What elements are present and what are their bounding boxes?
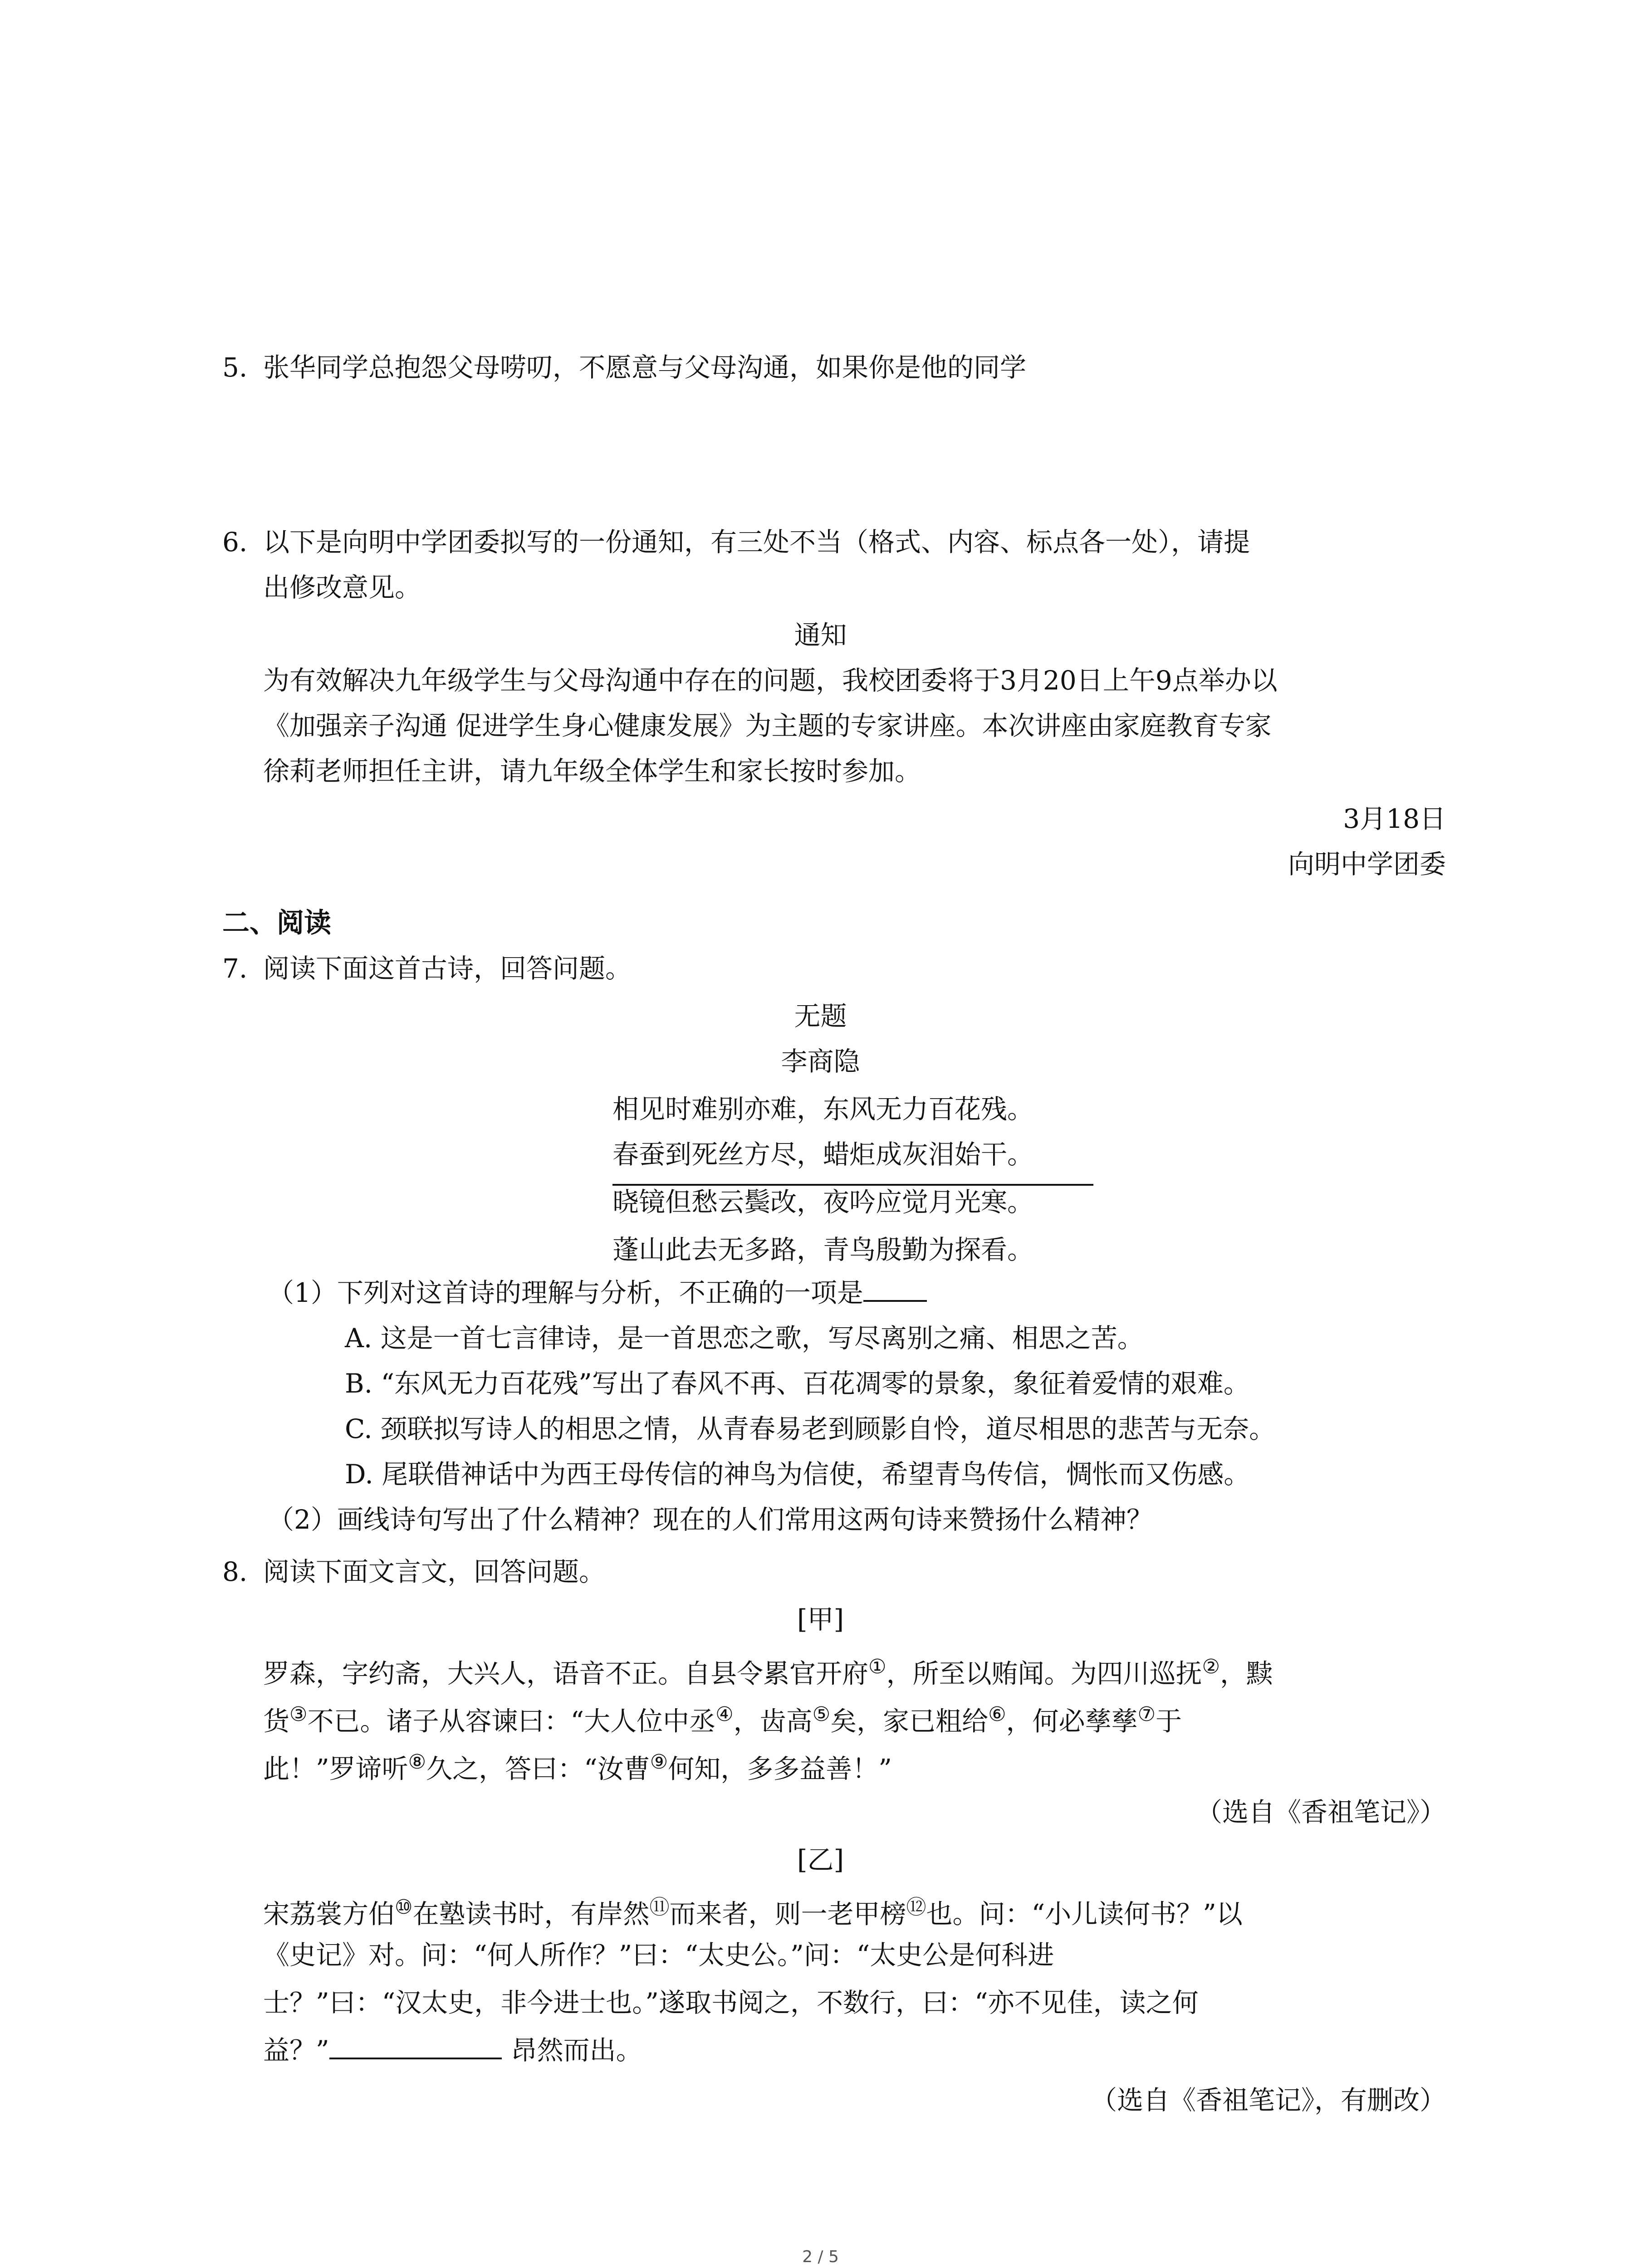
- question-6-text-line2: 出修改意见。: [263, 572, 421, 603]
- poem-line-1: 相见时难别亦难，东风无力百花残。: [612, 1094, 1034, 1124]
- footnote-marker: ⑤: [812, 1703, 831, 1726]
- passage-yi-line4: [263, 2032, 642, 2068]
- passage-yi-line3: 士？”曰：“汉太史，非今进士也。”遂取书阅之，不数行，曰：“亦不见佳，读之何: [263, 1987, 1199, 2018]
- passage-jia-line2: [263, 1696, 1182, 1739]
- poem-line-2-underlined: 春蚕到死丝方尽，蜡炬成灰泪始干。: [612, 1139, 1034, 1170]
- passage-text: ，齿高: [733, 1706, 813, 1737]
- passage-text: 此！”罗谛听: [263, 1753, 408, 1784]
- passage-yi-line1: [263, 1889, 1243, 1932]
- passage-text: 益？”: [263, 2035, 329, 2066]
- passage-text: 昂然而出。: [510, 2035, 642, 2066]
- footnote-marker: ⑦: [1137, 1703, 1156, 1726]
- footnote-marker: ⑫: [906, 1896, 926, 1919]
- question-6-number: 6.: [222, 527, 248, 557]
- passage-text: 在塾读书时，有岸然: [412, 1898, 650, 1930]
- question-5-number: 5.: [222, 352, 248, 383]
- footnote-marker: ③: [289, 1703, 308, 1726]
- option-c: C. 颈联拟写诗人的相思之情，从青春易老到顾影自怜，道尽相思的悲苦与无奈。: [345, 1413, 1276, 1444]
- notice-signature: 向明中学团委: [1288, 849, 1446, 880]
- poem-title: 无题: [794, 1001, 847, 1031]
- passage-text: 也。问：“小儿读何书？”以: [926, 1898, 1243, 1930]
- passage-jia-line1: [263, 1649, 1273, 1691]
- passage-text: 而来者，则一老甲榜: [669, 1898, 906, 1930]
- footnote-marker: ⑨: [650, 1750, 668, 1774]
- passage-jia-line3: [263, 1744, 892, 1787]
- answer-blank[interactable]: [863, 1277, 927, 1302]
- question-8-number: 8.: [222, 1556, 248, 1587]
- passage-text: 久之，答曰：“汝曹: [426, 1753, 650, 1784]
- passage-text: 矣，家已粗给: [830, 1706, 989, 1737]
- passage-text: 货: [263, 1706, 290, 1737]
- option-b: B. “东风无力百花残”写出了春风不再、百花凋零的景象，象征着爱情的艰难。: [345, 1368, 1250, 1399]
- question-7-sub1-text: （1）下列对这首诗的理解与分析，不正确的一项是: [268, 1277, 863, 1308]
- passage-text: 何知，多多益善！”: [668, 1753, 892, 1784]
- question-7-intro: 阅读下面这首古诗，回答问题。: [263, 953, 632, 984]
- footnote-marker: ②: [1202, 1655, 1220, 1678]
- notice-title: 通知: [794, 620, 847, 650]
- passage-yi-source: （选自《香祖笔记》，有删改）: [1090, 2085, 1446, 2116]
- option-d: D. 尾联借神话中为西王母传信的神鸟为信使，希望青鸟传信，惆怅而又伤感。: [345, 1459, 1250, 1490]
- fill-in-blank[interactable]: [329, 2035, 502, 2059]
- poem-author: 李商隐: [781, 1046, 860, 1077]
- question-7-sub2: （2）画线诗句写出了什么精神？现在的人们常用这两句诗来赞扬什么精神？: [268, 1504, 1153, 1535]
- passage-text: 不已。诸子从容谏曰：“大人位中丞: [307, 1706, 716, 1737]
- passage-text: ，何必孳孳: [1006, 1706, 1138, 1737]
- page-number: 2 / 5: [802, 2248, 839, 2266]
- passage-jia-heading: [甲]: [797, 1604, 844, 1635]
- passage-jia-source: （选自《香祖笔记》）: [1195, 1797, 1446, 1828]
- notice-date: 3月18日: [1343, 803, 1446, 834]
- footnote-marker: ⑪: [649, 1896, 670, 1919]
- question-6-text-line1: 以下是向明中学团委拟写的一份通知，有三处不当（格式、内容、标点各一处），请提: [263, 527, 1250, 557]
- passage-text: 于: [1155, 1706, 1182, 1737]
- notice-body-line2: 《加强亲子沟通 促进学生身心健康发展》为主题的专家讲座。本次讲座由家庭教育专家: [263, 710, 1272, 741]
- passage-text: ，黩: [1220, 1658, 1273, 1689]
- poem-line-4: 蓬山此去无多路，青鸟殷勤为探看。: [612, 1234, 1034, 1265]
- passage-text: 罗森，字约斋，大兴人，语音不正。自县令累官开府: [263, 1658, 869, 1689]
- notice-body-line1: 为有效解决九年级学生与父母沟通中存在的问题，我校团委将于3月20日上午9点举办以: [263, 665, 1278, 696]
- question-5-text: 张华同学总抱怨父母唠叨，不愿意与父母沟通，如果你是他的同学: [263, 352, 1027, 383]
- question-8-intro: 阅读下面文言文，回答问题。: [263, 1556, 606, 1587]
- passage-text: 宋荔裳方伯: [263, 1898, 395, 1930]
- option-a: A. 这是一首七言律诗，是一首思恋之歌，写尽离别之痛、相思之苦。: [345, 1323, 1144, 1354]
- passage-yi-heading: [乙]: [797, 1844, 844, 1875]
- section-reading-heading: 二、阅读: [222, 907, 331, 939]
- footnote-marker: ⑧: [408, 1750, 426, 1774]
- passage-text: ，所至以贿闻。为四川巡抚: [886, 1658, 1202, 1689]
- question-7-number: 7.: [222, 953, 248, 984]
- notice-body-line3: 徐莉老师担任主讲，请九年级全体学生和家长按时参加。: [263, 756, 921, 787]
- question-7-sub1: [268, 1275, 927, 1311]
- passage-yi-line2: 《史记》对。问：“何人所作？”曰：“太史公。”问：“太史公是何科进: [263, 1940, 1054, 1970]
- footnote-marker: ④: [715, 1703, 734, 1726]
- poem-line-3: 晓镜但愁云鬓改，夜吟应觉月光寒。: [612, 1187, 1034, 1217]
- footnote-marker: ⑩: [395, 1896, 413, 1919]
- footnote-marker: ⑥: [988, 1703, 1006, 1726]
- footnote-marker: ①: [868, 1655, 887, 1678]
